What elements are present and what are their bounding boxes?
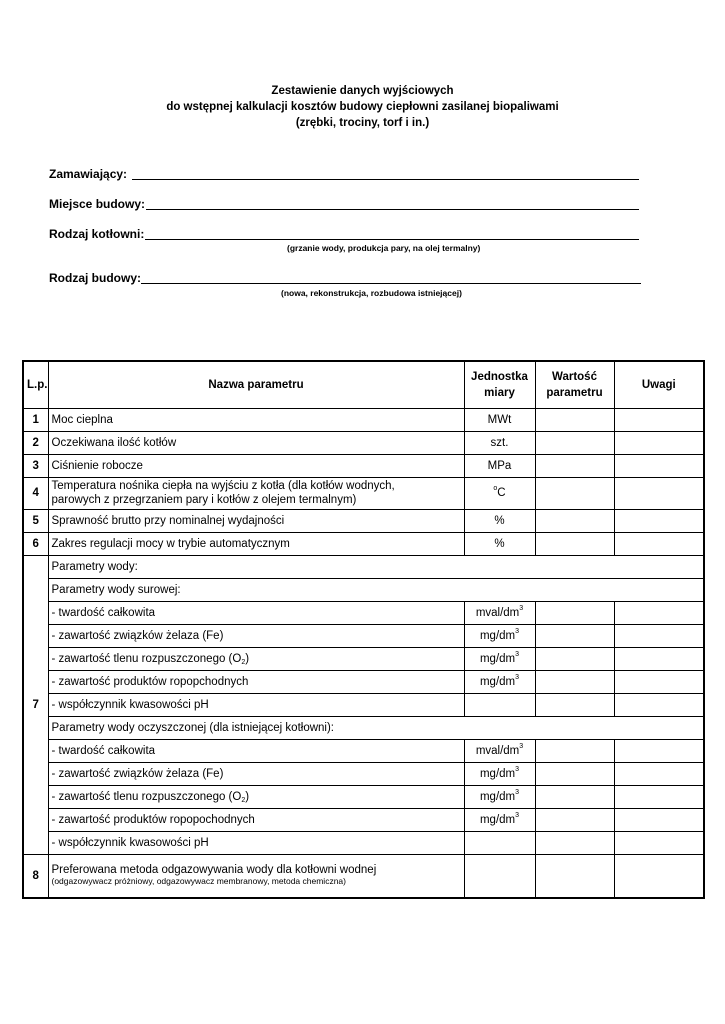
boiler-type-field[interactable] [49,226,639,242]
value-cell[interactable] [535,693,614,716]
row-unit: $mg/dm^3$ [464,647,535,670]
value-cell[interactable] [535,624,614,647]
build-type-label: Rodzaj budowy: [49,271,141,285]
water-params-heading: Parametry wody: [48,555,704,578]
parameters-table [22,360,705,899]
notes-cell[interactable] [614,454,704,477]
value-cell[interactable] [535,477,614,509]
row-name: Zakres regulacji mocy w trybie automatycznym [48,532,464,555]
table-row [23,693,704,716]
client-label: Zamawiający: [49,167,128,181]
notes-cell[interactable] [614,808,704,831]
row-name: - zawartość produktów ropopchodnych [48,670,464,693]
site-field[interactable] [49,196,639,212]
title-line-3: (zrębki, trociny, torf i in.) [295,117,430,129]
value-cell[interactable] [535,808,614,831]
row-unit: $mg/dm^3$ [464,785,535,808]
row-lp: 2 [23,431,48,454]
row-unit: mval/$dm^3$ [464,739,535,762]
row-name: - zawartość tlenu rozpuszczonego $(O_2)$ [48,785,464,808]
table-row [23,454,704,477]
notes-cell[interactable] [614,509,704,532]
boiler-type-hint: (grzanie wody, produkcja pary, na olej termalny) [287,243,481,253]
row8-note: (odgazowywacz próżniowy, odgazowywacz membranowy, metoda chemiczna) [51,876,346,887]
value-cell[interactable] [535,647,614,670]
table-row [23,808,704,831]
row-unit: % [464,509,535,532]
document-title [0,83,725,131]
notes-cell[interactable] [614,477,704,509]
notes-cell[interactable] [614,408,704,431]
row-unit: mval/$dm^3$ [464,601,535,624]
notes-cell[interactable] [614,624,704,647]
header-lp: L.p. [23,361,48,408]
header-value: Wartość parametru [535,361,614,408]
value-cell[interactable] [535,601,614,624]
value-cell[interactable] [535,854,614,898]
value-cell[interactable] [535,739,614,762]
notes-cell[interactable] [614,601,704,624]
notes-cell[interactable] [614,647,704,670]
row-name: Oczekiwana ilość kotłów [48,431,464,454]
notes-cell[interactable] [614,762,704,785]
value-cell[interactable] [535,670,614,693]
table-row [23,785,704,808]
row-name: - współczynnik kwasowości pH [48,831,464,854]
boiler-type-label: Rodzaj kotłowni: [49,227,145,241]
row-name: Ciśnienie robocze [48,454,464,477]
header-name: Nazwa parametru [48,361,464,408]
row-lp: 4 [23,477,48,509]
row-unit: MWt [464,408,535,431]
table-row [23,408,704,431]
table-row [23,739,704,762]
value-cell[interactable] [535,762,614,785]
row-name: Temperatura nośnika ciepła na wyjściu z kotła (dla kotłów wodnych, parowych z przegrzaniem pary i kotłów z olejem termalnym) [48,477,464,509]
row-unit: $^o$C [464,477,535,509]
row-name: - zawartość związków żelaza (Fe) [48,762,464,785]
row-name: Sprawność brutto przy nominalnej wydajności [48,509,464,532]
row-lp: 7 [23,555,48,854]
row-unit: MPa [464,454,535,477]
row-name: - zawartość tlenu rozpuszczonego $(O_2)$ [48,647,464,670]
site-label: Miejsce budowy: [49,197,146,211]
row-lp: 5 [23,509,48,532]
table-row [23,578,704,601]
row-unit [464,831,535,854]
treated-water-heading: Parametry wody oczyszczonej (dla istniejącej kotłowni): [48,716,704,739]
notes-cell[interactable] [614,693,704,716]
table-row [23,532,704,555]
title-line-1: Zestawienie danych wyjściowych [271,85,454,97]
value-cell[interactable] [535,831,614,854]
row-unit [464,854,535,898]
row-unit: $mg/dm^3$ [464,762,535,785]
row-unit: % [464,532,535,555]
row8-title: Preferowana metoda odgazowywania wody dla kotłowni wodnej [51,864,377,877]
table-row [23,762,704,785]
table-row [23,831,704,854]
row-lp: 8 [23,854,48,898]
notes-cell[interactable] [614,431,704,454]
table-header-row [23,361,704,408]
value-cell[interactable] [535,532,614,555]
table-row [23,647,704,670]
table-row [23,670,704,693]
row-name: - twardość całkowita [48,739,464,762]
table-row [23,716,704,739]
header-notes: Uwagi [614,361,704,408]
row-name: - zawartość związków żelaza (Fe) [48,624,464,647]
notes-cell[interactable] [614,831,704,854]
table-row [23,555,704,578]
row-unit: $mg/dm^3$ [464,808,535,831]
client-field[interactable] [49,166,639,182]
table-row [23,509,704,532]
build-type-field[interactable] [49,270,641,286]
row-unit: $mg/dm^3$ [464,624,535,647]
value-cell[interactable] [535,431,614,454]
table-row [23,624,704,647]
header-unit: Jednostka miary [464,361,535,408]
row-lp: 6 [23,532,48,555]
row-lp: 3 [23,454,48,477]
row-name: - współczynnik kwasowości pH [48,693,464,716]
table-row [23,854,704,898]
value-cell[interactable] [535,509,614,532]
value-cell[interactable] [535,454,614,477]
row-unit: $mg/dm^3$ [464,670,535,693]
row-name: - zawartość produktów ropopochodnych [48,808,464,831]
notes-cell[interactable] [614,785,704,808]
value-cell[interactable] [535,785,614,808]
row-name: - twardość całkowita [48,601,464,624]
value-cell[interactable] [535,408,614,431]
notes-cell[interactable] [614,739,704,762]
notes-cell[interactable] [614,854,704,898]
notes-cell[interactable] [614,670,704,693]
table-row [23,477,704,509]
row-name [48,854,464,898]
row-name: Moc cieplna [48,408,464,431]
table-row [23,431,704,454]
raw-water-heading: Parametry wody surowej: [48,578,704,601]
build-type-hint: (nowa, rekonstrukcja, rozbudowa istniejącej) [281,288,462,298]
row-unit [464,693,535,716]
row-lp: 1 [23,408,48,431]
title-line-2: do wstępnej kalkulacji kosztów budowy ciepłowni zasilanej biopaliwami [166,101,559,113]
table-row [23,601,704,624]
row-unit: szt. [464,431,535,454]
notes-cell[interactable] [614,532,704,555]
